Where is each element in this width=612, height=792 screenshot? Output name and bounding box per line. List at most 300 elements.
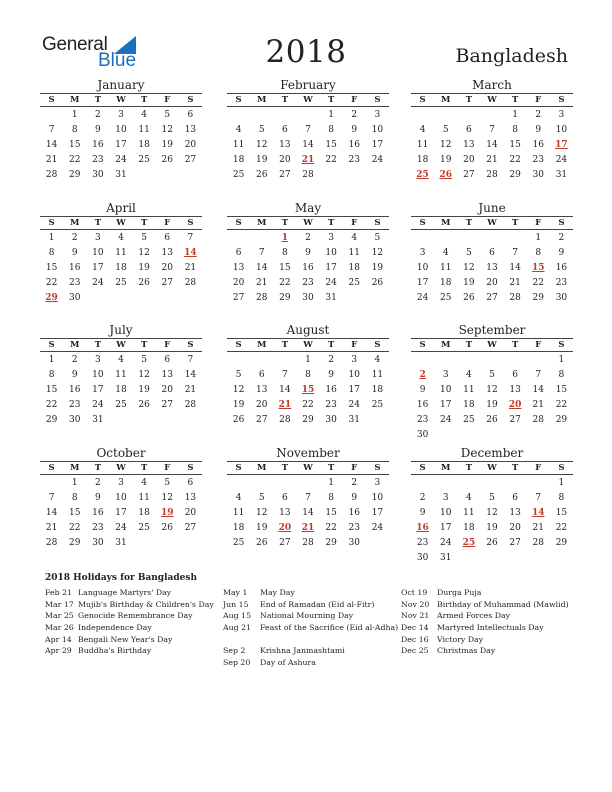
day-cell: 29: [325, 537, 337, 548]
day-cell: 14: [302, 507, 314, 518]
weekday-label: T: [94, 218, 102, 228]
day-cell: 8: [48, 247, 55, 258]
day-cell: 22: [509, 154, 521, 165]
month-name: February: [280, 78, 336, 92]
day-cell: 8: [281, 247, 288, 258]
day-cell: 18: [138, 507, 150, 518]
holiday-day: 15: [532, 262, 545, 273]
day-cell: 20: [184, 507, 197, 518]
weekday-label: T: [140, 95, 148, 105]
month-name: May: [294, 201, 322, 215]
weekday-label: T: [281, 340, 289, 350]
month-august: [227, 323, 389, 427]
day-cell: 10: [439, 384, 452, 395]
day-cell: 28: [184, 399, 197, 410]
week-row: [40, 352, 202, 367]
weekday-label: T: [511, 95, 519, 105]
day-cell: 14: [509, 262, 521, 273]
day-cell: 20: [463, 154, 475, 165]
day-cell: 14: [45, 139, 58, 150]
day-cell: 25: [115, 277, 127, 288]
day-cell: 19: [161, 139, 173, 150]
day-cell: 13: [279, 507, 291, 518]
holiday-name: Day of Ashura: [260, 658, 316, 668]
weekday-label: W: [116, 340, 126, 350]
day-cell: 11: [371, 369, 384, 380]
holiday-date: Sep 2: [223, 646, 246, 656]
day-cell: 22: [68, 522, 81, 533]
weekday-label: M: [257, 95, 267, 105]
day-cell: 2: [71, 232, 78, 243]
day-cell: 4: [374, 354, 381, 365]
month-name: March: [472, 78, 512, 92]
day-cell: 12: [138, 247, 150, 258]
day-cell: 17: [115, 507, 127, 518]
day-cell: 17: [439, 522, 452, 533]
day-cell: 25: [348, 277, 360, 288]
weekday-label: F: [164, 340, 171, 350]
weekday-header: [411, 216, 573, 230]
day-cell: 31: [92, 414, 104, 425]
day-cell: 14: [279, 384, 291, 395]
day-cell: 28: [509, 292, 521, 303]
day-cell: 30: [92, 169, 104, 180]
weekday-label: T: [465, 463, 473, 473]
day-cell: 6: [187, 109, 194, 120]
day-cell: 1: [71, 109, 78, 120]
day-cell: 24: [115, 154, 127, 165]
day-cell: 8: [71, 492, 78, 503]
day-cell: 24: [371, 154, 384, 165]
day-cell: 5: [235, 369, 242, 380]
weekday-header: [227, 461, 389, 475]
day-cell: 21: [45, 522, 58, 533]
day-cell: 15: [45, 384, 58, 395]
month-march: [411, 78, 573, 182]
day-cell: 27: [184, 522, 197, 533]
day-cell: 16: [555, 262, 568, 273]
day-cell: 16: [302, 262, 314, 273]
day-cell: 9: [94, 492, 101, 503]
month-name: November: [276, 446, 340, 460]
day-cell: 8: [71, 124, 78, 135]
day-cell: 3: [558, 109, 565, 120]
week-row: [411, 245, 573, 260]
day-cell: 25: [138, 154, 150, 165]
day-cell: 6: [512, 369, 518, 380]
weekday-header: [411, 93, 573, 107]
day-cell: 5: [489, 369, 495, 380]
day-cell: 30: [92, 537, 104, 548]
day-cell: 7: [187, 354, 194, 365]
weekday-label: F: [351, 95, 358, 105]
day-cell: 26: [486, 414, 498, 425]
holiday-name: Feast of the Sacrifice (Eid al-Adha): [260, 623, 399, 633]
day-cell: 23: [348, 522, 360, 533]
weekday-label: T: [465, 218, 473, 228]
day-cell: 22: [45, 277, 58, 288]
day-cell: 5: [258, 492, 265, 503]
week-row: [227, 412, 389, 427]
day-cell: 17: [416, 277, 429, 288]
day-cell: 5: [141, 354, 147, 365]
week-row: [40, 260, 202, 275]
week-row: [40, 505, 202, 520]
day-cell: 18: [115, 262, 127, 273]
week-row: [40, 475, 202, 490]
day-cell: 3: [94, 354, 101, 365]
day-cell: 1: [558, 477, 565, 488]
day-cell: 11: [232, 507, 245, 518]
day-cell: 12: [439, 139, 452, 150]
day-cell: 24: [348, 399, 360, 410]
day-cell: 21: [184, 384, 197, 395]
day-cell: 5: [258, 124, 265, 135]
day-cell: 23: [92, 522, 104, 533]
holiday-name: Birthday of Muhammad (Mawlid): [437, 599, 569, 609]
day-cell: 24: [92, 277, 104, 288]
day-cell: 27: [463, 169, 475, 180]
holiday-day: 14: [184, 247, 197, 258]
day-cell: 5: [442, 124, 449, 135]
week-row: [40, 107, 202, 122]
week-row: [40, 152, 202, 167]
day-cell: 29: [68, 537, 81, 548]
day-cell: 10: [92, 369, 104, 380]
header: [0, 0, 612, 80]
weekday-label: T: [511, 340, 519, 350]
day-cell: 27: [161, 399, 173, 410]
week-row: [411, 475, 573, 490]
weekday-label: M: [70, 218, 80, 228]
day-cell: 2: [535, 109, 542, 120]
day-cell: 20: [255, 399, 268, 410]
day-cell: 18: [232, 522, 245, 533]
day-cell: 13: [161, 369, 173, 380]
weekday-label: S: [374, 218, 381, 228]
month-name: August: [286, 323, 330, 337]
week-row: [227, 230, 389, 245]
holiday-name: Krishna Janmashtami: [260, 646, 345, 656]
weekday-header: [411, 461, 573, 475]
day-cell: 19: [138, 384, 150, 395]
day-cell: 17: [92, 384, 104, 395]
day-cell: 16: [532, 139, 544, 150]
day-cell: 14: [486, 139, 498, 150]
weekday-label: S: [187, 463, 194, 473]
day-cell: 25: [371, 399, 384, 410]
week-row: [227, 382, 389, 397]
holiday-date: Mar 26: [45, 623, 74, 633]
day-cell: 29: [509, 169, 521, 180]
day-cell: 17: [348, 384, 360, 395]
weekday-label: S: [48, 95, 55, 105]
holiday-name: Independence Day: [78, 623, 152, 633]
day-cell: 28: [532, 537, 544, 548]
day-cell: 10: [439, 507, 452, 518]
holiday-name: Durga Puja: [437, 588, 482, 597]
week-row: [40, 122, 202, 137]
day-cell: 17: [439, 399, 452, 410]
week-row: [227, 122, 389, 137]
day-cell: 2: [328, 354, 334, 365]
day-cell: 17: [115, 139, 127, 150]
holiday-date: Feb 21: [45, 588, 72, 597]
day-cell: 23: [92, 154, 104, 165]
weekday-label: M: [257, 340, 267, 350]
weekday-label: W: [116, 218, 126, 228]
week-row: [40, 137, 202, 152]
week-row: [40, 382, 202, 397]
holiday-day: 15: [301, 384, 315, 395]
week-row: [40, 290, 202, 305]
weekday-label: W: [487, 95, 497, 105]
day-cell: 19: [463, 277, 475, 288]
day-cell: 10: [115, 124, 127, 135]
holiday-name: Armed Forces Day: [437, 611, 511, 621]
day-cell: 22: [532, 277, 544, 288]
day-cell: 14: [302, 139, 314, 150]
week-row: [411, 505, 573, 520]
weekday-label: F: [164, 95, 171, 105]
week-row: [40, 367, 202, 382]
day-cell: 26: [232, 414, 245, 425]
holiday-day: 20: [278, 522, 292, 533]
week-row: [411, 520, 573, 535]
day-cell: 3: [328, 232, 334, 243]
weekday-header: [40, 93, 202, 107]
day-cell: 3: [351, 354, 358, 365]
day-cell: 28: [45, 537, 58, 548]
day-cell: 14: [45, 507, 58, 518]
day-cell: 4: [141, 477, 147, 488]
day-cell: 13: [279, 139, 291, 150]
holiday-name: May Day: [260, 588, 295, 597]
day-cell: 10: [92, 247, 104, 258]
weekday-label: T: [140, 218, 148, 228]
month-october: [40, 446, 202, 550]
day-cell: 25: [232, 169, 245, 180]
holiday-date: Oct 19: [401, 588, 428, 597]
weekday-label: F: [535, 218, 542, 228]
day-cell: 23: [532, 154, 544, 165]
day-cell: 10: [115, 492, 127, 503]
day-cell: 23: [416, 537, 429, 548]
day-cell: 3: [442, 369, 449, 380]
weekday-label: S: [187, 218, 194, 228]
logo-blue-text: Blue: [98, 50, 137, 71]
week-row: [227, 107, 389, 122]
day-cell: 19: [486, 522, 498, 533]
day-cell: 13: [184, 492, 197, 503]
day-cell: 17: [371, 139, 384, 150]
weekday-label: S: [374, 95, 381, 105]
holiday-date: Dec 25: [401, 646, 429, 656]
day-cell: 8: [328, 124, 334, 135]
day-cell: 19: [138, 262, 150, 273]
week-row: [227, 490, 389, 505]
day-cell: 9: [558, 247, 565, 258]
day-cell: 5: [374, 232, 381, 243]
week-row: [411, 122, 573, 137]
day-cell: 9: [305, 247, 311, 258]
day-cell: 9: [94, 124, 101, 135]
week-row: [40, 490, 202, 505]
day-cell: 18: [115, 384, 127, 395]
day-cell: 1: [48, 354, 55, 365]
weekday-label: T: [327, 340, 335, 350]
day-cell: 30: [68, 414, 81, 425]
week-row: [227, 535, 389, 550]
day-cell: 8: [558, 492, 565, 503]
weekday-label: W: [116, 463, 126, 473]
day-cell: 18: [138, 139, 150, 150]
weekday-header: [40, 338, 202, 352]
weekday-label: T: [281, 463, 289, 473]
weekday-label: S: [558, 340, 565, 350]
day-cell: 30: [555, 292, 568, 303]
day-cell: 4: [118, 232, 124, 243]
day-cell: 20: [509, 522, 521, 533]
day-cell: 21: [509, 277, 521, 288]
holiday-day: 2: [419, 369, 426, 380]
holiday-day: 19: [161, 507, 174, 518]
week-row: [411, 352, 573, 367]
day-cell: 20: [232, 277, 245, 288]
day-cell: 2: [94, 477, 101, 488]
day-cell: 16: [325, 384, 337, 395]
weekday-label: S: [48, 340, 55, 350]
day-cell: 1: [535, 232, 542, 243]
weekday-label: M: [70, 95, 80, 105]
day-cell: 26: [255, 169, 268, 180]
holiday-date: Aug 15: [223, 611, 252, 621]
day-cell: 26: [255, 537, 268, 548]
day-cell: 4: [235, 492, 242, 503]
month-december: [411, 446, 573, 565]
day-cell: 17: [371, 507, 384, 518]
day-cell: 28: [302, 537, 314, 548]
day-cell: 19: [255, 522, 268, 533]
weekday-label: M: [441, 340, 451, 350]
weekday-header: [40, 461, 202, 475]
day-cell: 12: [371, 247, 384, 258]
day-cell: 2: [419, 492, 426, 503]
day-cell: 29: [45, 414, 58, 425]
weekday-label: T: [327, 95, 335, 105]
day-cell: 22: [325, 154, 337, 165]
holiday-date: Apr 29: [45, 646, 72, 656]
day-cell: 11: [416, 139, 429, 150]
day-cell: 27: [509, 537, 521, 548]
holiday-name: Genocide Remembrance Day: [78, 611, 193, 621]
day-cell: 25: [138, 522, 150, 533]
month-april: [40, 201, 202, 305]
day-cell: 28: [184, 277, 197, 288]
weekday-label: T: [511, 463, 519, 473]
day-cell: 27: [255, 414, 268, 425]
day-cell: 9: [71, 369, 78, 380]
week-row: [411, 107, 573, 122]
day-cell: 15: [325, 507, 337, 518]
holiday-date: Jun 15: [223, 599, 249, 609]
day-cell: 18: [463, 522, 475, 533]
day-cell: 12: [232, 384, 245, 395]
weekday-label: S: [235, 340, 242, 350]
week-row: [411, 152, 573, 167]
weekday-label: M: [70, 340, 80, 350]
day-cell: 1: [328, 477, 334, 488]
weekday-label: S: [558, 463, 565, 473]
holiday-name: Language Martyrs' Day: [78, 588, 172, 597]
week-row: [227, 167, 389, 182]
day-cell: 4: [351, 232, 358, 243]
day-cell: 13: [486, 262, 498, 273]
day-cell: 24: [416, 292, 429, 303]
day-cell: 9: [328, 369, 334, 380]
month-name: January: [97, 78, 145, 92]
weekday-label: M: [257, 463, 267, 473]
week-row: [40, 230, 202, 245]
day-cell: 7: [48, 124, 55, 135]
day-cell: 27: [279, 537, 291, 548]
week-row: [40, 535, 202, 550]
holiday-day: 17: [555, 139, 568, 150]
day-cell: 6: [281, 124, 288, 135]
day-cell: 4: [442, 247, 449, 258]
weekday-label: S: [48, 218, 55, 228]
month-name: July: [109, 323, 133, 337]
weekday-label: S: [374, 463, 381, 473]
holiday-day: 14: [532, 507, 545, 518]
day-cell: 3: [442, 492, 449, 503]
weekday-header: [411, 338, 573, 352]
day-cell: 18: [439, 277, 452, 288]
day-cell: 6: [512, 492, 518, 503]
day-cell: 6: [465, 124, 472, 135]
holiday-name: Buddha's Birthday: [78, 646, 152, 656]
day-cell: 28: [45, 169, 58, 180]
day-cell: 8: [558, 369, 565, 380]
day-cell: 18: [463, 399, 475, 410]
day-cell: 29: [532, 292, 544, 303]
day-cell: 8: [328, 492, 334, 503]
holiday-name: End of Ramadan (Eid al-Fitr): [260, 599, 375, 609]
day-cell: 25: [115, 399, 127, 410]
day-cell: 19: [232, 399, 245, 410]
week-row: [40, 412, 202, 427]
day-cell: 28: [486, 169, 498, 180]
day-cell: 13: [255, 384, 268, 395]
day-cell: 14: [532, 384, 544, 395]
day-cell: 13: [509, 384, 521, 395]
holiday-day: 16: [416, 522, 429, 533]
day-cell: 26: [161, 154, 173, 165]
day-cell: 15: [555, 507, 568, 518]
day-cell: 3: [374, 109, 381, 120]
day-cell: 23: [348, 154, 360, 165]
day-cell: 24: [439, 537, 452, 548]
week-row: [227, 290, 389, 305]
day-cell: 1: [305, 354, 311, 365]
day-cell: 23: [416, 414, 429, 425]
day-cell: 2: [558, 232, 565, 243]
weekday-label: W: [303, 95, 313, 105]
day-cell: 20: [486, 277, 498, 288]
day-cell: 2: [351, 109, 358, 120]
day-cell: 30: [325, 414, 337, 425]
day-cell: 22: [45, 399, 58, 410]
